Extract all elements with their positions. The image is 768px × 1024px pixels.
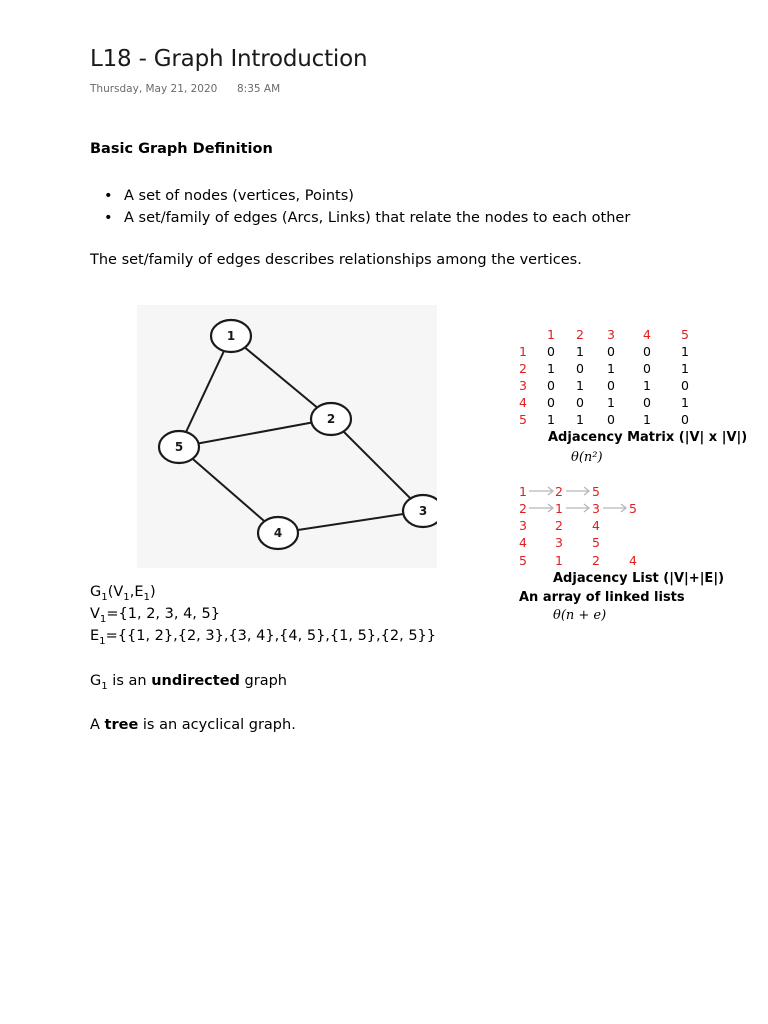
undirected-term: undirected [151, 673, 240, 689]
statement-text: A [90, 717, 105, 733]
vertex-set-subscript: 1 [99, 613, 107, 625]
list-head: 1 [519, 484, 527, 499]
list-head: 4 [519, 535, 527, 550]
matrix-cell: 1 [576, 412, 584, 427]
edge-1-2 [231, 336, 331, 419]
matrix-cell: 0 [643, 344, 651, 359]
matrix-cell: 1 [607, 395, 615, 410]
matrix-cell: 0 [643, 395, 651, 410]
edge-set-values: ={{1, 2},{2, 3},{3, 4},{4, 5},{1, 5},{2, 5}} [105, 628, 436, 644]
matrix-row-header: 3 [519, 378, 527, 393]
vertex-set-name: V [90, 606, 100, 622]
graph-subscript: 1 [101, 591, 108, 603]
list-item: • A set of nodes (vertices, Points) [104, 185, 630, 207]
matrix-cell: 0 [607, 378, 615, 393]
list-node: 2 [555, 518, 563, 533]
node-label: 1 [226, 329, 236, 343]
matrix-cell: 0 [681, 378, 689, 393]
statement-text: graph [239, 673, 287, 689]
graph-notation [90, 584, 156, 603]
list-caption: Adjacency List (|V|+|E|) [553, 571, 725, 586]
section-heading: Basic Graph Definition [90, 141, 273, 157]
vertex-set [90, 606, 220, 625]
matrix-cell: 0 [576, 361, 584, 376]
list-node: 4 [629, 553, 637, 568]
matrix-cell: 0 [607, 344, 615, 359]
matrix-cell: 0 [547, 378, 555, 393]
matrix-col-header: 5 [681, 327, 689, 342]
matrix-complexity: θ(n²) [571, 450, 603, 465]
edge-set-subscript: 1 [99, 635, 106, 647]
matrix-cell: 0 [547, 344, 555, 359]
tree-term: tree [104, 717, 139, 733]
edge-2-5 [179, 419, 331, 447]
matrix-cell: 1 [607, 361, 615, 376]
graph-sep: ,E [129, 584, 144, 600]
matrix-cell: 1 [576, 344, 584, 359]
edge-2-3 [331, 419, 423, 511]
node-label: 2 [326, 412, 336, 426]
graph-vertex-part: (V [107, 584, 124, 600]
page-title: L18 - Graph Introduction [90, 46, 368, 72]
page-time: 8:35 AM [237, 83, 281, 95]
matrix-col-header: 2 [576, 327, 584, 342]
matrix-cell: 0 [643, 361, 651, 376]
undirected-statement [90, 673, 287, 692]
matrix-cell: 1 [681, 344, 689, 359]
matrix-caption: Adjacency Matrix (|V| x |V|) [548, 430, 748, 445]
matrix-col-header: 4 [643, 327, 651, 342]
list-node: 5 [592, 535, 600, 550]
tree-statement [90, 717, 296, 733]
matrix-cell: 1 [547, 412, 555, 427]
matrix-cell: 0 [547, 395, 555, 410]
page-date: Thursday, May 21, 2020 [90, 83, 218, 95]
list-node: 2 [592, 553, 600, 568]
list-node: 1 [555, 501, 563, 516]
matrix-cell: 1 [643, 412, 651, 427]
node-label: 4 [273, 526, 283, 540]
graph-subscript: 1 [143, 591, 150, 603]
edges-sentence: The set/family of edges describes relationships among the vertices. [90, 252, 582, 268]
list-node: 3 [555, 535, 563, 550]
list-head: 3 [519, 518, 527, 533]
edge-4-5 [179, 447, 278, 533]
list-subcaption: An array of linked lists [519, 590, 685, 605]
list-item: • A set/family of edges (Arcs, Links) that relate the nodes to each other [104, 207, 630, 229]
graph-close: ) [149, 584, 156, 600]
matrix-col-header: 3 [607, 327, 615, 342]
matrix-cell: 1 [547, 361, 555, 376]
matrix-cell: 1 [576, 378, 584, 393]
edge-3-4 [278, 511, 423, 533]
definition-list [104, 185, 630, 229]
vertex-set-values: ={1, 2, 3, 4, 5} [106, 606, 220, 622]
list-node: 5 [592, 484, 600, 499]
matrix-cell: 0 [681, 412, 689, 427]
graph-name: G [90, 673, 102, 689]
edge-set-name: E [90, 628, 100, 644]
edge-set [90, 628, 436, 647]
matrix-cell: 1 [681, 395, 689, 410]
graph-subscript: 1 [101, 680, 108, 692]
node-label: 5 [174, 440, 184, 454]
matrix-cell: 0 [576, 395, 584, 410]
matrix-cell: 0 [607, 412, 615, 427]
list-node: 3 [592, 501, 600, 516]
matrix-row-header: 5 [519, 412, 527, 427]
graph-diagram [137, 305, 437, 568]
graph-subscript: 1 [123, 591, 130, 603]
list-node: 5 [629, 501, 637, 516]
matrix-cell: 1 [643, 378, 651, 393]
list-node: 4 [592, 518, 600, 533]
statement-text: is an acyclical graph. [138, 717, 296, 733]
list-head: 5 [519, 553, 527, 568]
statement-text: is an [107, 673, 152, 689]
matrix-cell: 1 [681, 361, 689, 376]
matrix-col-header: 1 [547, 327, 555, 342]
graph-figure [137, 305, 437, 568]
matrix-row-header: 4 [519, 395, 527, 410]
matrix-row-header: 2 [519, 361, 527, 376]
node-label: 3 [418, 504, 428, 518]
list-complexity: θ(n + e) [553, 608, 607, 623]
graph-name: G [90, 584, 102, 600]
list-node: 2 [555, 484, 563, 499]
list-node: 1 [555, 553, 563, 568]
list-head: 2 [519, 501, 527, 516]
edge-1-5 [179, 336, 231, 447]
matrix-row-header: 1 [519, 344, 527, 359]
